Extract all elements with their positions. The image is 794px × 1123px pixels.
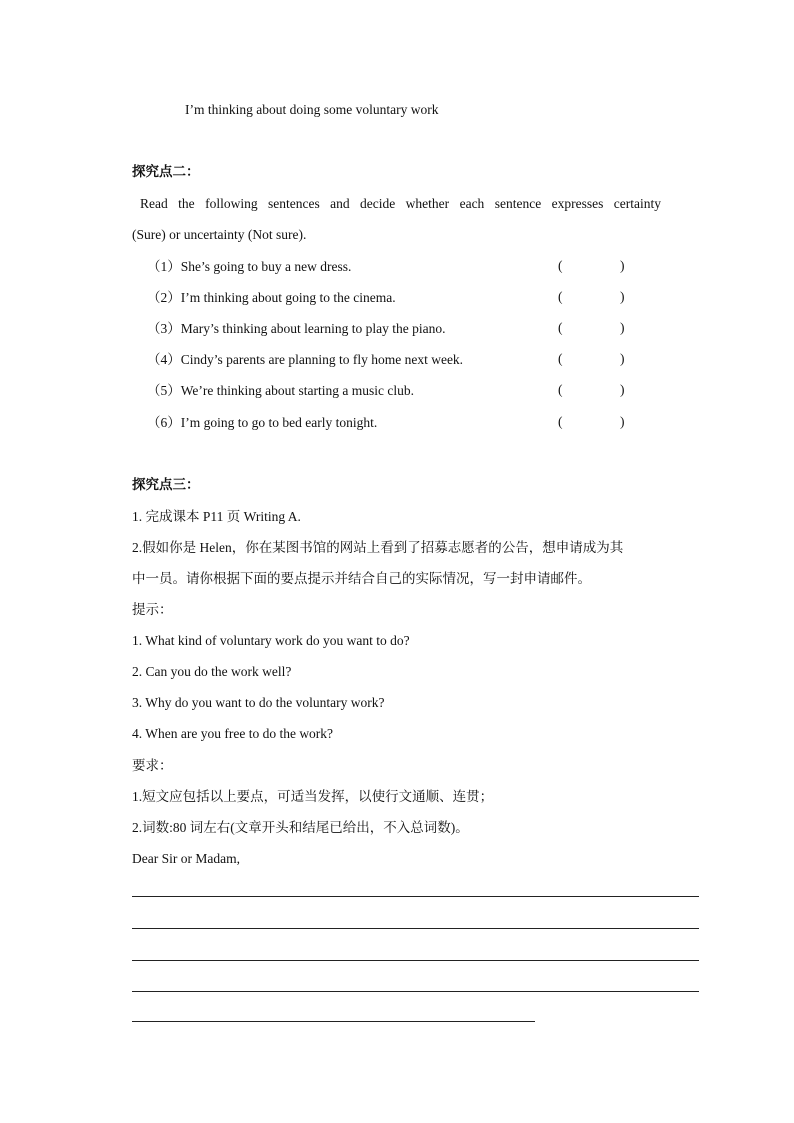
requirement-item: 2.词数:80 词左右(文章开头和结尾已给出，不入总词数)。 xyxy=(132,820,469,835)
writing-line[interactable] xyxy=(132,896,699,897)
task1: 1. 完成课本 P11 页 Writing A. xyxy=(132,509,301,524)
answer-open-paren: ( xyxy=(558,351,563,366)
sentence-text: （6）I’m going to go to bed early tonight. xyxy=(147,415,378,430)
answer-close-paren[interactable]: ) xyxy=(620,382,625,397)
section2-instruction-line2: (Sure) or uncertainty (Not sure). xyxy=(132,227,307,242)
salutation: Dear Sir or Madam, xyxy=(132,851,240,866)
sentence-text: （4）Cindy’s parents are planning to fly home next week. xyxy=(147,352,464,367)
intro-line: I’m thinking about doing some voluntary work xyxy=(185,102,439,117)
requirements-label: 要求： xyxy=(132,758,173,773)
writing-line[interactable] xyxy=(132,991,699,992)
answer-open-paren: ( xyxy=(558,320,563,335)
sentence-text: （1）She’s going to buy a new dress. xyxy=(147,259,352,274)
section3-heading: 探究点三： xyxy=(132,477,200,492)
task2-line1: 2.假如你是 Helen，你在某图书馆的网站上看到了招募志愿者的公告，想申请成为其 xyxy=(132,540,624,555)
writing-line[interactable] xyxy=(132,1021,535,1022)
hint-item: 3. Why do you want to do the voluntary work? xyxy=(132,695,385,710)
hint-item: 2. Can you do the work well? xyxy=(132,664,292,679)
answer-close-paren[interactable]: ) xyxy=(620,351,625,366)
answer-close-paren[interactable]: ) xyxy=(620,320,625,335)
answer-open-paren: ( xyxy=(558,289,563,304)
section2-heading: 探究点二： xyxy=(132,164,200,179)
task2-line2: 中一员。请你根据下面的要点提示并结合自己的实际情况，写一封申请邮件。 xyxy=(132,571,591,586)
sentence-text: （2）I’m thinking about going to the cinema. xyxy=(147,290,396,305)
answer-close-paren[interactable]: ) xyxy=(620,258,625,273)
hint-item: 1. What kind of voluntary work do you want to do? xyxy=(132,633,410,648)
answer-close-paren[interactable]: ) xyxy=(620,289,625,304)
answer-close-paren[interactable]: ) xyxy=(620,414,625,429)
hints-label: 提示： xyxy=(132,602,173,617)
sentence-text: （3）Mary’s thinking about learning to play the piano. xyxy=(147,321,446,336)
hint-item: 4. When are you free to do the work? xyxy=(132,726,334,741)
sentence-text: （5）We’re thinking about starting a music club. xyxy=(147,383,414,398)
answer-open-paren: ( xyxy=(558,382,563,397)
answer-open-paren: ( xyxy=(558,414,563,429)
section2-instruction-line1: Read the following sentences and decide whether each sentence expresses certainty xyxy=(140,196,661,211)
requirement-item: 1.短文应包括以上要点，可适当发挥，以使行文通顺、连贯； xyxy=(132,789,494,804)
writing-line[interactable] xyxy=(132,960,699,961)
writing-line[interactable] xyxy=(132,928,699,929)
answer-open-paren: ( xyxy=(558,258,563,273)
